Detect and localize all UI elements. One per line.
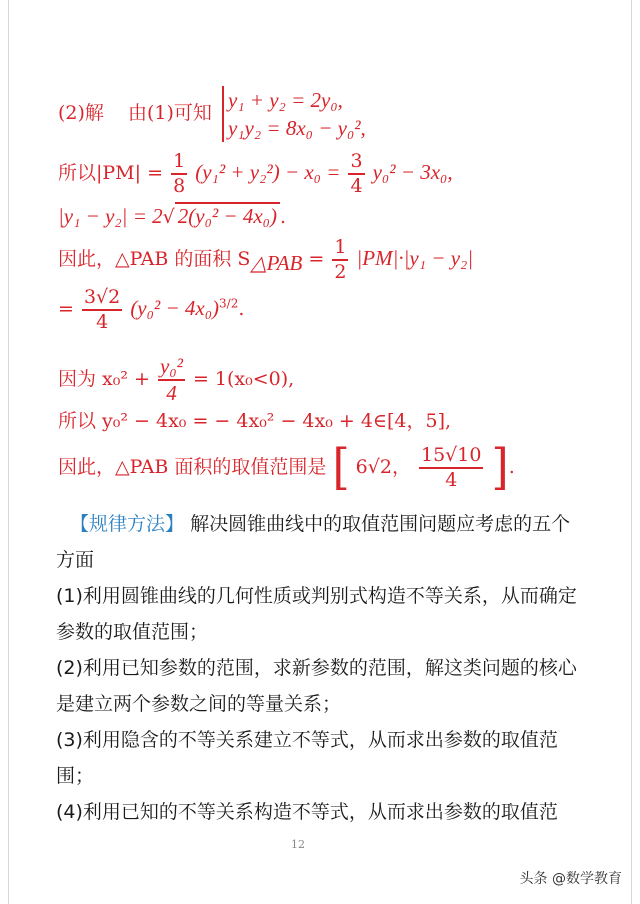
solution-line-area <box>58 238 473 282</box>
solution-line-pm <box>58 152 453 196</box>
because-prefix: 因为 x₀² + <box>58 368 150 390</box>
area2-fraction <box>82 288 122 332</box>
equation-system <box>222 86 366 142</box>
solution-line-area2 <box>58 288 244 332</box>
watermark: 头条 @数学教育 <box>519 871 622 887</box>
pm-fraction-1 <box>171 152 187 196</box>
diff-radicand: 2(y₀² − 4x₀) <box>175 202 280 228</box>
range-left: 6√2， <box>355 456 411 478</box>
area2-frac-num: 3√2 <box>82 288 122 311</box>
because-frac-den: 4 <box>166 381 177 405</box>
right-bracket: ] <box>491 439 509 496</box>
pm-fraction-2 <box>348 152 364 196</box>
method-text-0: 解决圆锥曲线中的取值范围问题应考虑的五个 <box>190 513 571 535</box>
system-eq-2: y₁y₂ = 8x₀ − y₀², <box>227 116 366 140</box>
solution-line-system <box>58 86 366 142</box>
range-frac-den: 4 <box>445 469 458 491</box>
diff-suffix: . <box>279 206 286 228</box>
range-fraction <box>419 446 483 490</box>
page-number: 12 <box>291 838 305 851</box>
solution-label: (2)解 <box>58 102 104 124</box>
area2-exponent: 3/2 <box>219 296 239 311</box>
range-frac-num: 15√10 <box>419 446 483 469</box>
area-fraction <box>332 238 348 282</box>
method-line-1: 方面 <box>56 549 95 571</box>
method-line-5: 是建立两个参数之间的等量关系； <box>56 693 342 715</box>
pm-expr-2: y₀² − 3x₀, <box>372 160 453 184</box>
pm-prefix: 所以|PM| = <box>58 162 164 184</box>
because-frac-num: y₀² <box>158 356 185 381</box>
because-expr: = 1(x₀<0), <box>192 368 295 390</box>
pm-frac2-num: 3 <box>348 152 364 175</box>
method-line-8: (4)利用已知的不等关系构造不等式，从而求出参数的取值范 <box>56 801 558 823</box>
area-prefix: 因此，△PAB 的面积 S <box>58 248 251 270</box>
area2-suffix: . <box>238 298 245 320</box>
system-eq-1: y₁ + y₂ = 2y₀, <box>227 88 343 112</box>
area-subscript: △PAB <box>250 250 303 275</box>
range-suffix: . <box>508 456 515 478</box>
method-section <box>56 506 596 830</box>
solution-intro: 由(1)可知 <box>127 102 212 124</box>
pm-frac1-den: 8 <box>173 175 186 197</box>
area-eq: = <box>302 248 325 270</box>
because-fraction <box>158 356 185 404</box>
method-line-4: (2)利用已知参数的范围，求新参数的范围，解这类问题的核心 <box>56 657 577 679</box>
area2-expr: (y₀² − 4x₀) <box>130 296 220 320</box>
method-line-6: (3)利用隐含的不等关系建立不等式，从而求出参数的取值范 <box>56 729 558 751</box>
area-expr: |PM|·|y₁ − y₂| <box>356 246 474 270</box>
solution-line-so <box>58 406 451 433</box>
method-line-3: 参数的取值范围； <box>56 621 209 643</box>
sqrt-symbol: √ 2(y₀² − 4x₀) <box>163 204 280 229</box>
method-line-0 <box>56 506 596 542</box>
pm-frac1-num: 1 <box>171 152 187 175</box>
solution-line-range <box>58 439 515 496</box>
diff-prefix: |y₁ − y₂| = 2 <box>58 204 163 228</box>
area2-prefix: = <box>58 298 74 320</box>
area2-frac-den: 4 <box>96 311 109 333</box>
solution-line-diff <box>58 204 286 229</box>
solution-line-because <box>58 356 294 404</box>
method-line-2: (1)利用圆锥曲线的几何性质或判别式构造不等关系，从而确定 <box>56 585 577 607</box>
left-bracket: [ <box>332 439 350 496</box>
area-frac-den: 2 <box>334 261 347 283</box>
pm-expr-1: (y₁² + y₂²) − x₀ = <box>195 160 341 184</box>
range-prefix: 因此，△PAB 面积的取值范围是 <box>58 456 327 478</box>
area-frac-num: 1 <box>332 238 348 261</box>
pm-frac2-den: 4 <box>350 175 363 197</box>
method-line-7: 围； <box>56 765 95 787</box>
so-line: 所以 y₀² − 4x₀ = − 4x₀² − 4x₀ + 4∈[4，5], <box>58 410 452 432</box>
method-label: 【规律方法】 <box>70 513 185 535</box>
